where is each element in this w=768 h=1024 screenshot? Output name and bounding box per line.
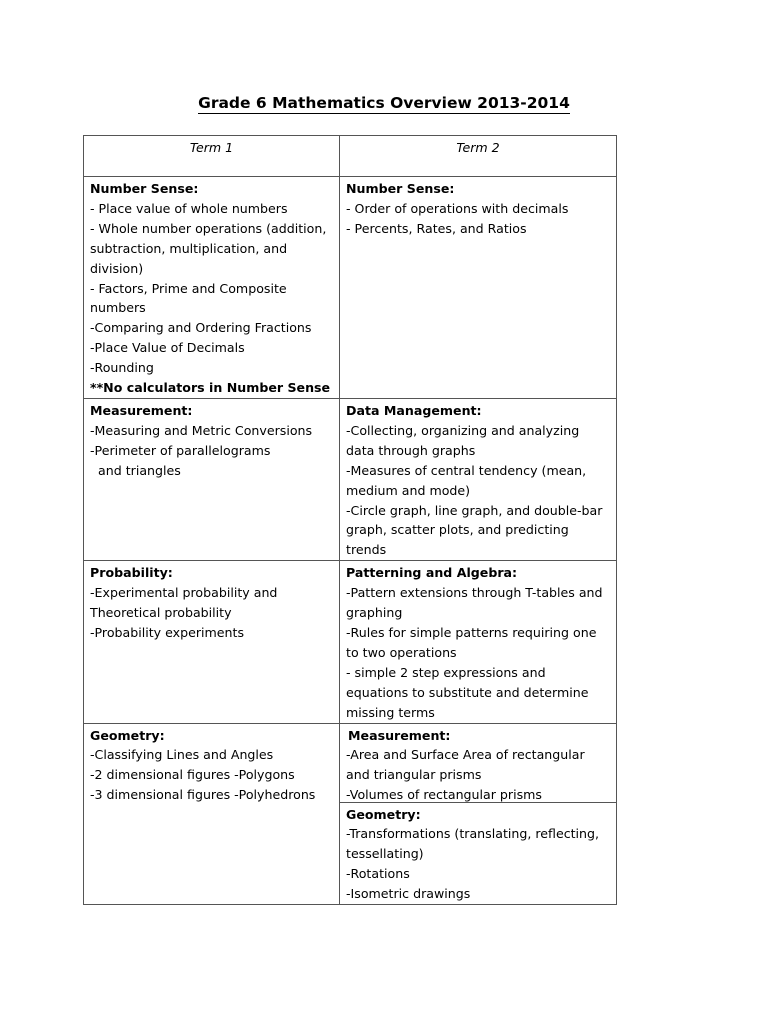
list-item: -Transformations (translating, reflecting, tessellating) (346, 826, 604, 862)
column-header-term-2: Term 2 (340, 136, 617, 177)
geometry-subcell (340, 802, 616, 905)
list-item: -Measuring and Metric Conversions (90, 422, 313, 438)
table-row (84, 723, 617, 905)
list-item: -Collecting, organizing and analyzing data through graphs (346, 422, 584, 458)
list-item: -Measures of central tendency (mean, medium and mode) (346, 462, 591, 498)
header-row (84, 136, 617, 177)
list-item: -Experimental probability and Theoretical probability (90, 585, 282, 621)
list-item: -Pattern extensions through T-tables and graphing (346, 585, 607, 621)
section-heading: Number Sense: (90, 181, 199, 196)
document-title-text: Grade 6 Mathematics Overview 2013-2014 (198, 94, 570, 112)
list-item: - simple 2 step expressions and equations to substitute and determine missing terms (346, 664, 593, 720)
section-heading: Patterning and Algebra: (346, 565, 518, 581)
list-item: - Whole number operations (addition, subtraction, multiplication, and division) (90, 220, 331, 276)
list-item: - Order of operations with decimals (346, 200, 569, 216)
note-text: **No calculators in Number Sense (90, 380, 331, 396)
list-item: -2 dimensional figures -Polygons (90, 767, 295, 783)
column-header-term-1: Term 1 (84, 136, 340, 177)
list-item: -Rules for simple patterns requiring one to two operations (346, 624, 601, 660)
list-item: and triangles (90, 462, 181, 478)
list-item: - Place value of whole numbers (90, 200, 288, 216)
list-item: -Perimeter of parallelograms (90, 442, 271, 458)
term-1-cell (84, 561, 340, 723)
table-row (84, 399, 617, 561)
list-item: -Comparing and Ordering Fractions (90, 320, 312, 336)
term-2-cell (340, 399, 617, 561)
list-item: -Isometric drawings (346, 886, 471, 902)
table-row (84, 177, 617, 399)
list-item: -Rotations (346, 866, 410, 882)
section-heading: Measurement: (90, 403, 193, 418)
document-title (0, 94, 768, 112)
section-heading: Geometry: (346, 806, 421, 822)
list-item: -Probability experiments (90, 624, 245, 640)
term-1-cell (84, 399, 340, 561)
list-item: -3 dimensional figures -Polyhedrons (90, 787, 316, 803)
list-item: -Volumes of rectangular prisms (346, 787, 542, 803)
list-item: -Circle graph, line graph, and double-bar graph, scatter plots, and predicting trends (346, 502, 607, 558)
section-heading: Number Sense: (346, 181, 455, 196)
term-2-cell (340, 177, 617, 399)
section-heading: Probability: (90, 565, 173, 581)
list-item: -Rounding (90, 360, 154, 376)
list-item: - Percents, Rates, and Ratios (346, 220, 527, 236)
section-heading: Geometry: (90, 727, 165, 743)
measurement-subcell (340, 724, 616, 802)
term-2-cell (340, 561, 617, 723)
term-1-cell (84, 723, 340, 905)
list-item: -Area and Surface Area of rectangular and triangular prisms (346, 747, 589, 783)
list-item: -Classifying Lines and Angles (90, 747, 274, 763)
section-heading: Data Management: (346, 403, 482, 418)
overview-table (83, 135, 617, 905)
section-heading: Measurement: (348, 727, 451, 743)
table-row (84, 561, 617, 723)
list-item: -Place Value of Decimals (90, 340, 245, 356)
list-item: - Factors, Prime and Composite numbers (90, 280, 291, 316)
term-1-cell (84, 177, 340, 399)
term-2-split-cell (340, 723, 617, 905)
